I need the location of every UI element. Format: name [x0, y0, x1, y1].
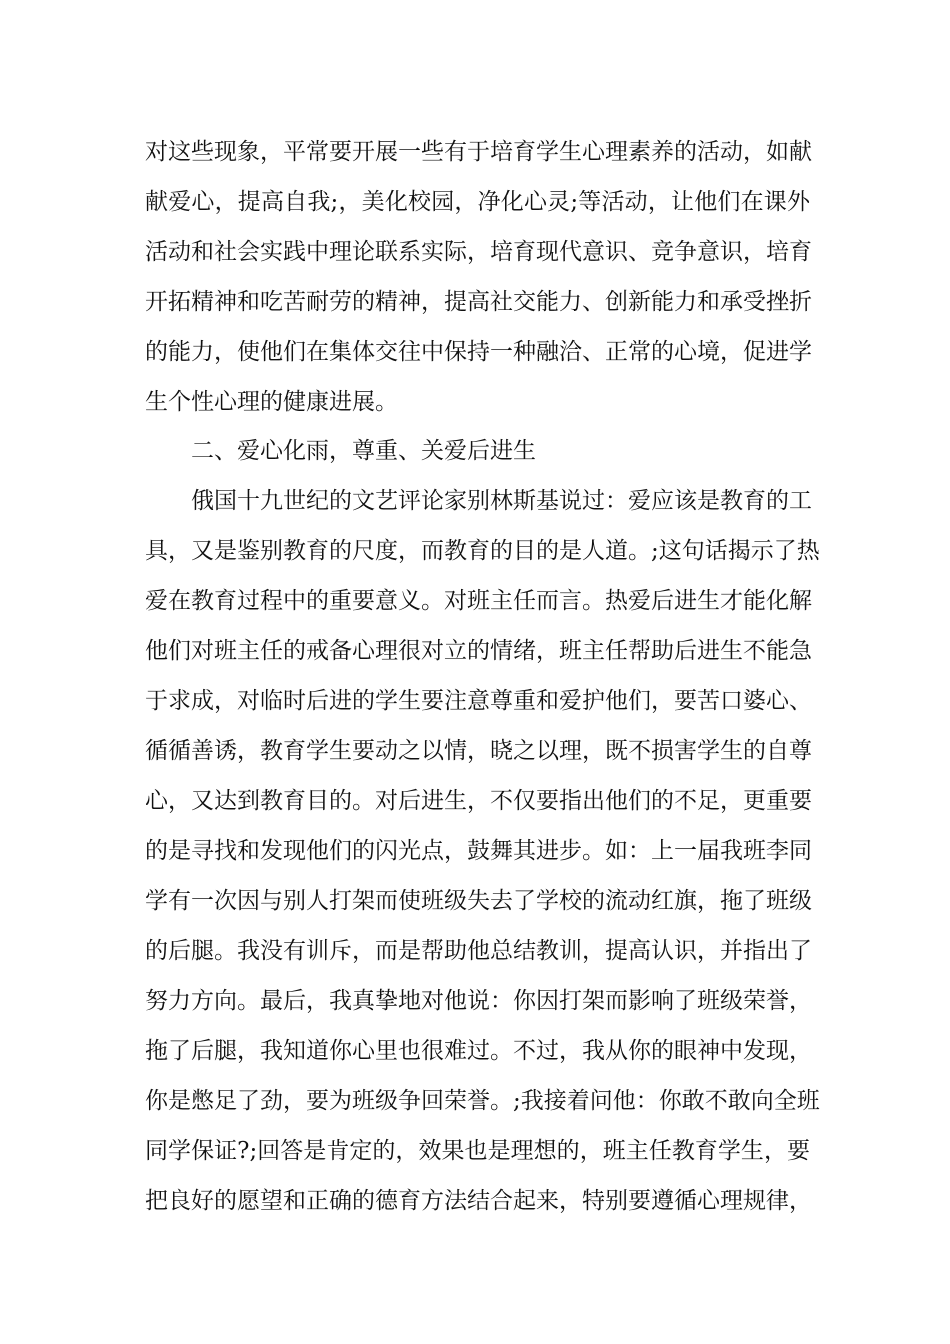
text-line: 的是寻找和发现他们的闪光点，鼓舞其进步。如：上一届我班李同: [145, 838, 812, 864]
text-line: 对这些现象，平常要开展一些有于培育学生心理素养的活动，如献: [145, 139, 812, 165]
text-line: 开拓精神和吃苦耐劳的精神，提高社交能力、创新能力和承受挫折: [145, 289, 812, 315]
text-line: 循循善诱，教育学生要动之以情，晓之以理，既不损害学生的自尊: [145, 738, 812, 764]
text-line: 的后腿。我没有训斥，而是帮助他总结教训，提高认识，并指出了: [145, 938, 812, 964]
text-line: 同学保证?;回答是肯定的，效果也是理想的，班主任教育学生，要: [145, 1138, 810, 1164]
text-line: 他们对班主任的戒备心理很对立的情绪，班主任帮助后进生不能急: [145, 638, 812, 664]
text-line: 心，又达到教育目的。对后进生，不仅要指出他们的不足，更重要: [145, 788, 812, 814]
section-heading: 二、爱心化雨，尊重、关爱后进生: [191, 438, 536, 464]
text-line: 活动和社会实践中理论联系实际，培育现代意识、竞争意识，培育: [145, 239, 812, 265]
text-line: 你是憋足了劲，要为班级争回荣誉。;我接着问他：你敢不敢向全班: [145, 1088, 820, 1114]
text-line: 于求成，对临时后进的学生要注意尊重和爱护他们，要苦口婆心、: [145, 688, 812, 714]
text-line: 生个性心理的健康进展。: [145, 389, 398, 415]
text-line: 的能力，使他们在集体交往中保持一种融洽、正常的心境，促进学: [145, 339, 812, 365]
paragraph-first-line: 俄国十九世纪的文艺评论家别林斯基说过：爱应该是教育的工: [191, 488, 812, 514]
text-line: 拖了后腿，我知道你心里也很难过。不过，我从你的眼神中发现，: [145, 1038, 812, 1064]
text-line: 爱在教育过程中的重要意义。对班主任而言。热爱后进生才能化解: [145, 588, 812, 614]
text-line: 献爱心，提高自我;，美化校园，净化心灵;等活动，让他们在课外: [145, 189, 810, 215]
text-line: 努力方向。最后，我真挚地对他说：你因打架而影响了班级荣誉，: [145, 988, 812, 1014]
text-line: 具，又是鉴别教育的尺度，而教育的目的是人道。;这句话揭示了热: [145, 538, 820, 564]
text-line: 把良好的愿望和正确的德育方法结合起来，特别要遵循心理规律，: [145, 1188, 812, 1214]
text-line: 学有一次因与别人打架而使班级失去了学校的流动红旗，拖了班级: [145, 888, 812, 914]
